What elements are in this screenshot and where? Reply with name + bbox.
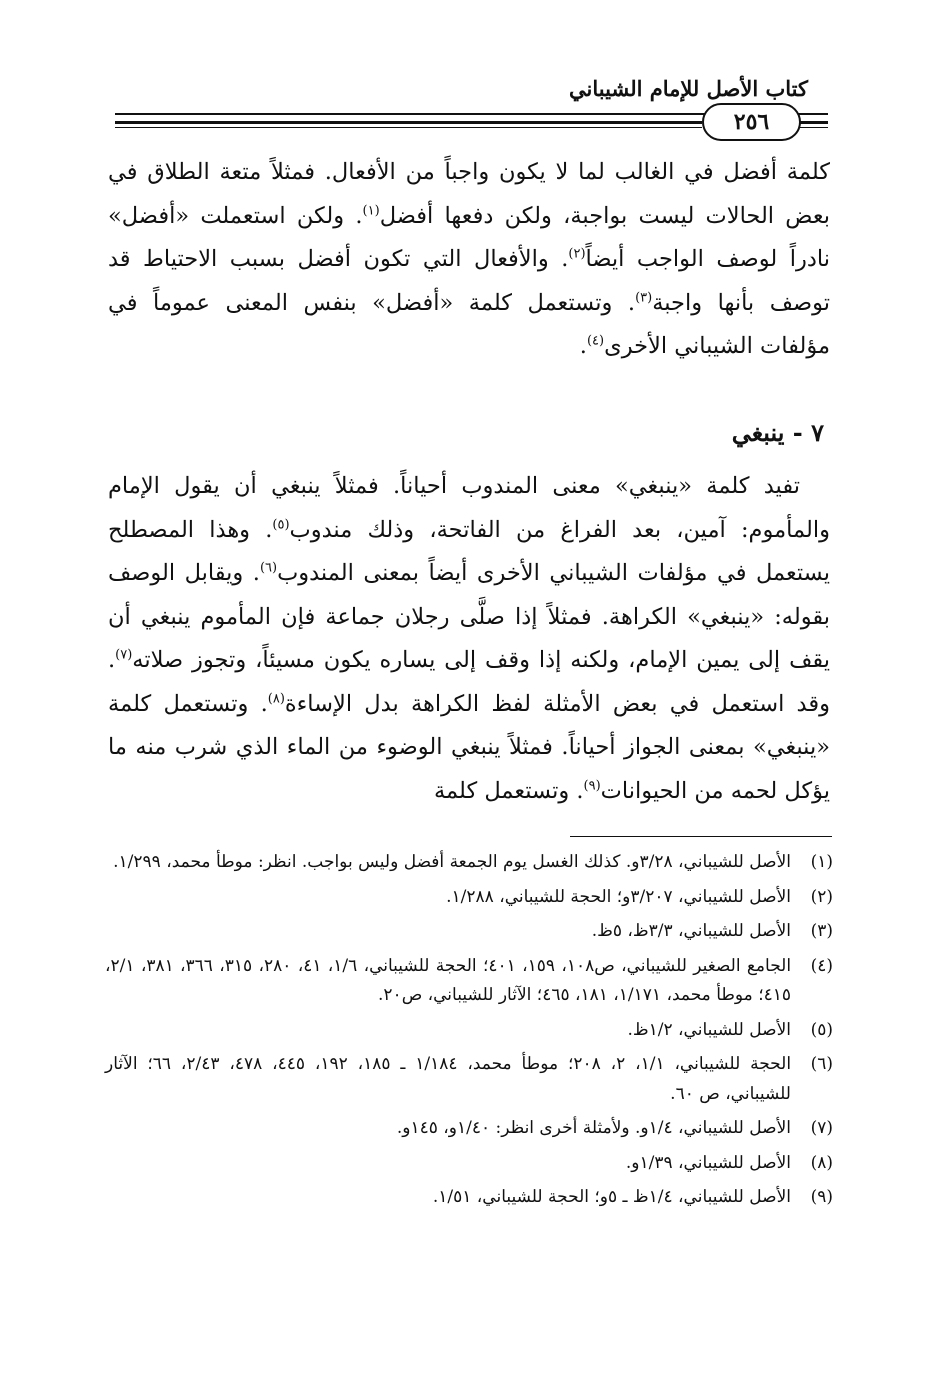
footnote-item	[105, 952, 833, 1011]
footnote-item	[105, 917, 833, 947]
footnotes-list	[105, 848, 833, 1218]
footnote-reference: (٥)	[272, 517, 290, 532]
footnote-number: (٩)	[810, 1187, 833, 1207]
footnote-item	[105, 1149, 833, 1179]
footnote-item	[105, 1183, 833, 1213]
footnote-item	[105, 1114, 833, 1144]
footnote-text: الأصل للشيباني، ١/٢ظ.	[627, 1019, 791, 1040]
page-number: ٢٥٦	[702, 103, 801, 141]
footnote-item	[105, 848, 833, 878]
footnote-text: الجامع الصغير للشيباني، ص١٠٨، ١٥٩، ٤٠١؛ الحجة للشيباني، ١/٦، ٤١، ٢٨٠، ٣١٥، ٣٦٦، ٣٨١، ٢/١، ٤١٥؛ موطأ محمد، ١/١٧١، ١٨١، ٤٦٥؛ الآثار للشيباني، ص٢٠.	[105, 955, 792, 1005]
body-paragraph-2	[108, 465, 830, 813]
body-text-run: . وقد استعمل في بعض الأمثلة لفظ الكراهة بدل الإساءة	[108, 647, 830, 717]
footnote-number: (١)	[810, 852, 833, 872]
footnote-reference: (٣)	[635, 290, 653, 305]
footnote-number: (٨)	[810, 1152, 833, 1173]
body-text-run: . وهذا المصطلح يستعمل في مؤلفات الشيباني الأخرى أيضاً بمعنى المندوب	[108, 516, 830, 586]
section-heading: ٧ - ينبغي	[731, 418, 824, 447]
footnote-item	[105, 1050, 833, 1109]
footnote-text: الحجة للشيباني، ١/١، ٢، ٢٠٨؛ موطأ محمد، ١/١٨٤ ـ ١٨٥، ١٩٢، ٤٤٥، ٤٧٨، ٢/٤٣، ٦٦؛ الآثار للشيباني، ص ٦٠.	[105, 1054, 792, 1104]
body-text-run: تفيد كلمة «ينبغي» معنى المندوب أحياناً. فمثلاً ينبغي أن يقول الإمام والمأموم: آمين، بعد الفراغ من الفاتحة، وذلك مندوب	[108, 473, 830, 543]
body-text-run: .	[579, 333, 587, 359]
footnote-number: (٦)	[810, 1054, 833, 1074]
footnote-reference: (٧)	[115, 647, 133, 663]
body-text-run: . وتستعمل كلمة «أفضل» بنفس المعنى عموماً في مؤلفات الشيباني الأخرى	[108, 289, 830, 359]
footnote-number: (٣)	[810, 921, 833, 941]
footnote-reference: (١)	[362, 203, 380, 218]
footnote-text: الأصل للشيباني، ٣/٢٨و. كذلك الغسل يوم الجمعة أفضل وليس بواجب. انظر: موطأ محمد، ١/٢٩٩.	[113, 852, 791, 872]
footnote-text: الأصل للشيباني، ١/٤ظ ـ ٥و؛ الحجة للشيباني، ١/٥١.	[432, 1187, 791, 1207]
footnote-number: (٢)	[810, 886, 833, 907]
body-text-run: . ولكن استعملت «أفضل» نادراً لوصف الواجب أيضاً	[108, 202, 831, 272]
body-text-run: . وتستعمل كلمة «ينبغي» بمعنى الجواز أحياناً. فمثلاً ينبغي الوضوء من الماء الذي شرب منه ما يؤكل لحمه من الحيوانات	[108, 690, 830, 804]
body-text-run: . وتستعمل كلمة	[433, 777, 584, 804]
footnote-number: (٧)	[810, 1118, 833, 1138]
body-text-run: كلمة أفضل في الغالب لما لا يكون واجباً من الأفعال. فمثلاً متعة الطلاق في بعض الحالات ليست بواجبة، ولكن دفعها أفضل	[108, 159, 830, 229]
footnote-text: الأصل للشيباني، ٣/٢٠٧و؛ الحجة للشيباني، ١/٢٨٨.	[446, 886, 791, 907]
header-rule-thick-right	[797, 121, 828, 124]
header-rule-thick-left	[115, 121, 702, 124]
footnote-number: (٥)	[810, 1019, 833, 1040]
body-paragraph-1	[108, 151, 830, 369]
footnote-text: الأصل للشيباني، ١/٤و. ولأمثلة أخرى انظر: ١/٤٠و، ١٤٥و.	[396, 1118, 791, 1138]
footnote-reference: (٦)	[259, 560, 278, 576]
body-text-run: . والأفعال التي تكون أفضل بسبب الاحتياط قد توصف بأنها واجبة	[108, 246, 830, 316]
footnote-reference: (٩)	[583, 778, 601, 793]
footnote-item	[105, 1016, 833, 1046]
footnote-item	[105, 883, 833, 913]
footnote-text: الأصل للشيباني، ١/٣٩و.	[625, 1152, 791, 1173]
header-rule-thin-right	[797, 127, 828, 128]
footnote-reference: (٢)	[568, 246, 586, 262]
footnote-reference: (٤)	[586, 333, 605, 349]
footnote-number: (٤)	[810, 955, 833, 976]
running-header-title: كتاب الأصل للإمام الشيباني	[569, 76, 808, 101]
footnote-separator	[570, 836, 832, 837]
footnote-text: الأصل للشيباني، ٣/٣ظ، ٥ظ.	[591, 921, 791, 941]
footnote-reference: (٨)	[267, 691, 285, 706]
header-rule-thin-left	[115, 127, 702, 128]
body-text-run: . ويقابل الوصف بقوله: «ينبغي» الكراهة. فمثلاً إذا صلَّى رجلان جماعة فإن المأموم ينبغي أن يقف إلى يمين الإمام، ولكنه إذا وقف إلى يساره يكون مسيئاً، وتجوز صلاته	[108, 560, 830, 673]
